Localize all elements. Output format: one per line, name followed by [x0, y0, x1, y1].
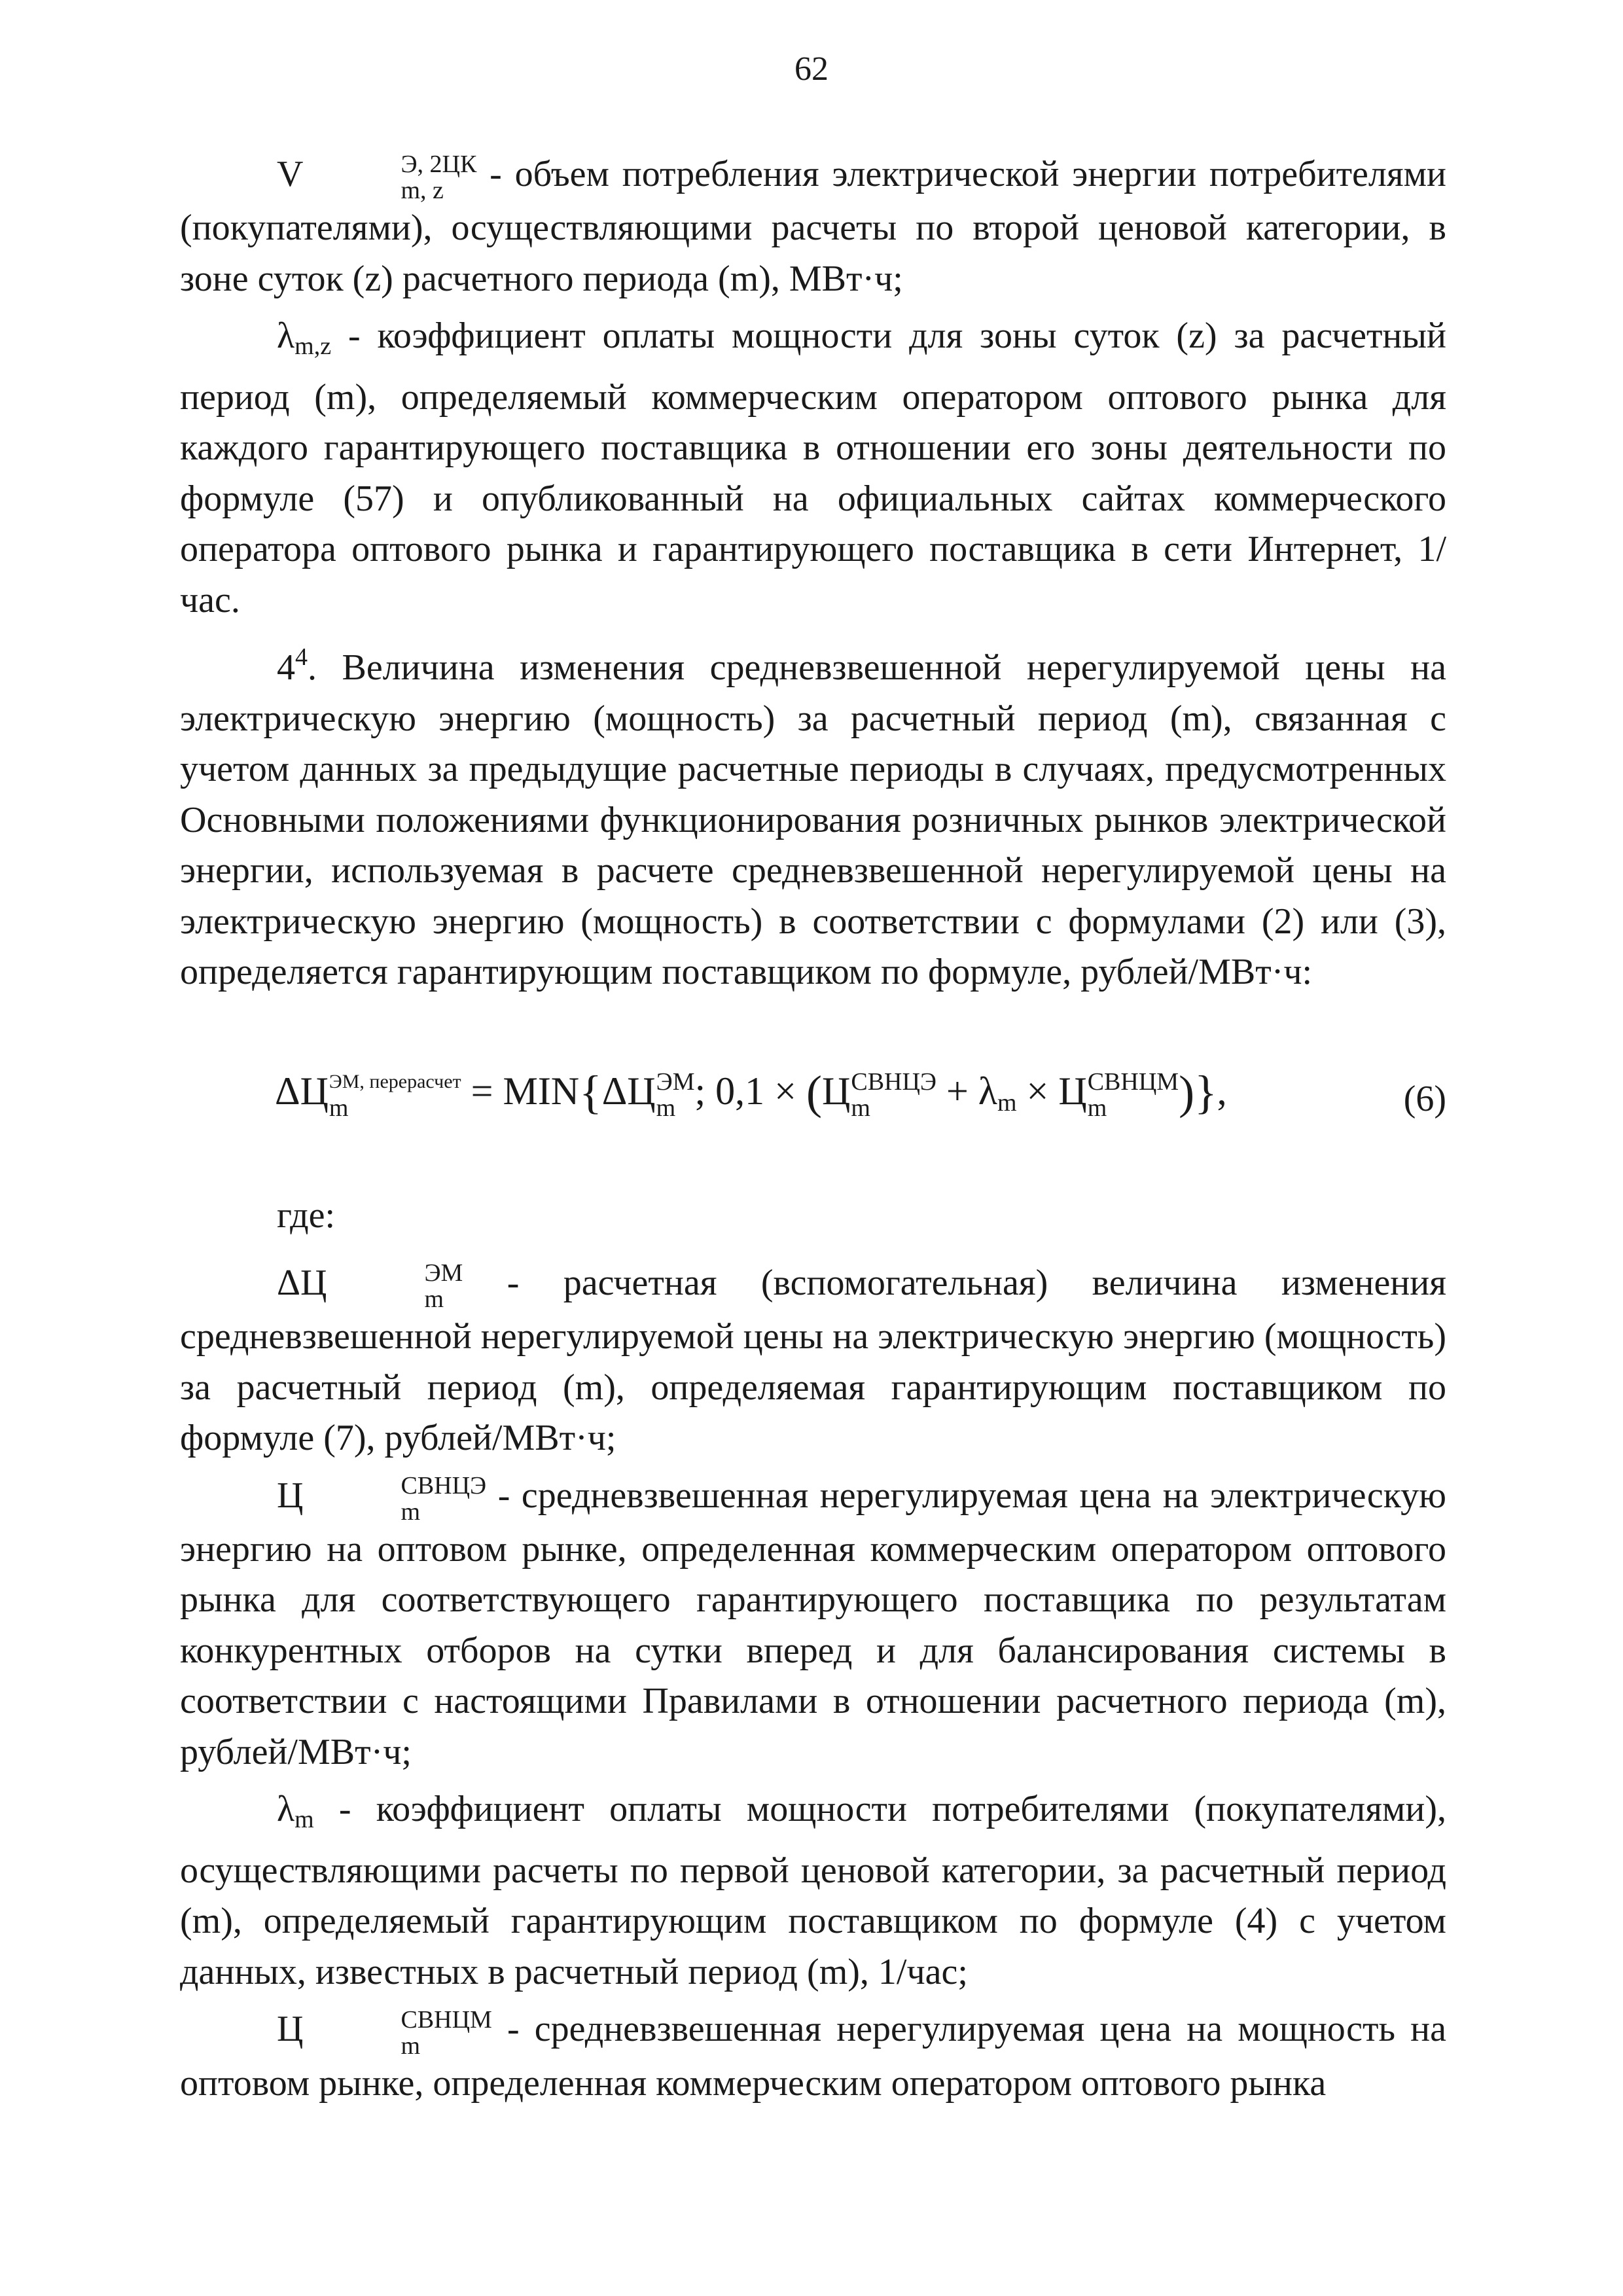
- clause-4-4: [180, 632, 1446, 998]
- scripts-dc-em: [327, 1261, 463, 1312]
- sub-c-svncm: m: [401, 2032, 421, 2060]
- formula-t1-scripts: [656, 1069, 695, 1121]
- clause-sup: 4: [295, 643, 308, 672]
- formula-number: (6): [1403, 1078, 1446, 1119]
- sub-v: m, z: [401, 177, 444, 205]
- formula-t4-sub: m: [1087, 1094, 1107, 1122]
- formula-t2-scripts: [851, 1069, 936, 1121]
- page-number: 62: [794, 50, 829, 88]
- sup-v: Э, 2ЦК: [401, 151, 477, 179]
- formula-t1-sup: ЭМ: [656, 1067, 695, 1096]
- sub-dc-em: m: [424, 1285, 444, 1314]
- symbol-lambda-mz: λ: [277, 315, 295, 357]
- formula-end: ,: [1217, 1069, 1227, 1113]
- definition-c-svncm-text: - средневзвешенная нерегулируемая цена на мощность на оптовом рынке, определенная коммерческим оператором оптового рынка: [180, 2009, 1447, 2104]
- definition-c-svnce-text: - средневзвешенная нерегулируемая цена на электрическую энергию на оптовом рынке, определенная коммерческим оператором оптового рынка для соответствующего гарантирующего поставщика по результатам конкурентных отборов на сутки вперед и для балансирования системы в соответствии с настоящими Правилами в отношении расчетного периода (m), рублей/МВт·ч;: [180, 1475, 1447, 1772]
- sub-lambda-m: m: [294, 1806, 314, 1834]
- formula-t1-sub: m: [656, 1094, 676, 1122]
- formula-lhs-sub: m: [329, 1094, 349, 1122]
- formula-t1-symbol: ΔЦ: [601, 1069, 656, 1113]
- definition-v: [180, 149, 1446, 304]
- scripts-v: [304, 152, 476, 203]
- definition-lambda-mz: [180, 311, 1446, 626]
- formula-t3-sub: m: [997, 1088, 1017, 1117]
- formula-lhs-symbol: ΔЦ: [275, 1069, 329, 1113]
- scripts-c-svnce: [304, 1473, 486, 1524]
- formula-t4-scripts: [1088, 1069, 1179, 1121]
- formula-t4-symbol: Ц: [1058, 1069, 1087, 1113]
- formula-brace-close: }: [1194, 1066, 1217, 1119]
- formula-eq: = MIN: [471, 1069, 580, 1113]
- symbol-v: V: [277, 154, 304, 194]
- formula-body: [275, 1066, 1227, 1129]
- symbol-c-svncm: Ц: [277, 2009, 304, 2050]
- symbol-dc-em: ΔЦ: [277, 1263, 327, 1304]
- formula-lhs-sup: ЭМ, перерасчет: [329, 1070, 461, 1092]
- definition-dc-em: [180, 1258, 1446, 1464]
- sup-c-svnce: СВНЦЭ: [401, 1471, 487, 1499]
- symbol-lambda-m: λ: [277, 1789, 295, 1830]
- document-body: [180, 149, 1446, 2109]
- formula-lhs-scripts: [329, 1069, 461, 1121]
- definition-c-svnce: [180, 1471, 1446, 1778]
- formula-t2-sub: m: [851, 1094, 870, 1122]
- formula-paren-open: (: [806, 1066, 822, 1119]
- formula-times: ×: [1026, 1069, 1049, 1113]
- scripts-c-svncm: [304, 2007, 491, 2058]
- formula-paren-close: ): [1179, 1066, 1195, 1119]
- formula-t2-symbol: Ц: [822, 1069, 851, 1113]
- symbol-c-svnce: Ц: [277, 1475, 304, 1516]
- formula-t4-sup: СВНЦМ: [1087, 1067, 1179, 1096]
- formula-6: [180, 1054, 1446, 1133]
- formula-plus: +: [946, 1069, 969, 1113]
- formula-t2-sup: СВНЦЭ: [851, 1067, 937, 1096]
- where-label: где:: [277, 1194, 336, 1236]
- sup-dc-em: ЭМ: [424, 1259, 463, 1287]
- definition-dc-em-text: - расчетная (вспомогательная) величина изменения средневзвешенной нерегулируемой цены на электрическую энергию (мощность) за расчетный период (m), определяемая гарантирующим поставщиком по формуле (7), рублей/МВт·ч;: [180, 1263, 1446, 1459]
- sub-lambda-mz: m,z: [294, 332, 332, 361]
- definition-v-text: - объем потребления электрической энергии потребителями (покупателями), осуществляющими расчеты по второй ценовой категории, в зоне суток (z) расчетного периода (m), МВт·ч;: [180, 154, 1447, 299]
- sup-c-svncm: СВНЦМ: [401, 2005, 492, 2034]
- clause-number: 4: [277, 647, 295, 689]
- formula-coef: ; 0,1 ×: [694, 1069, 797, 1113]
- clause-text: . Величина изменения средневзвешенной нерегулируемой цены на электрическую энергию (мощность) за расчетный период (m), связанная с учетом данных за предыдущие расчетные периоды в случаях, предусмотренных Основными положениями функционирования розничных рынков электрической энергии, используемая в расчете средневзвешенной нерегулируемой цены на электрическую энергию (мощность) в соответствии с формулами (2) или (3), определяется гарантирующим поставщиком по формуле, рублей/МВт·ч:: [180, 647, 1446, 993]
- sub-c-svnce: m: [401, 1498, 421, 1526]
- formula-t3-symbol: λ: [978, 1069, 997, 1113]
- definition-lambda-m: [180, 1784, 1446, 1998]
- definition-lambda-m-text: - коэффициент оплаты мощности потребителями (покупателями), осуществляющими расчеты по первой ценовой категории, за расчетный период (m), определяемый гарантирующим поставщиком по формуле (4) с учетом данных, известных в расчетный период (m), 1/час;: [180, 1789, 1447, 1992]
- formula-brace-open: {: [579, 1066, 602, 1119]
- definition-lambda-mz-text: - коэффициент оплаты мощности для зоны суток (z) за расчетный период (m), определяемый коммерческим оператором оптового рынка для каждого гарантирующего поставщика в отношении его зоны деятельности по формуле (57) и опубликованный на официальных сайтах коммерческого оператора оптового рынка и гарантирующего поставщика в сети Интернет, 1/час.: [180, 315, 1446, 620]
- definition-c-svncm: [180, 2004, 1446, 2109]
